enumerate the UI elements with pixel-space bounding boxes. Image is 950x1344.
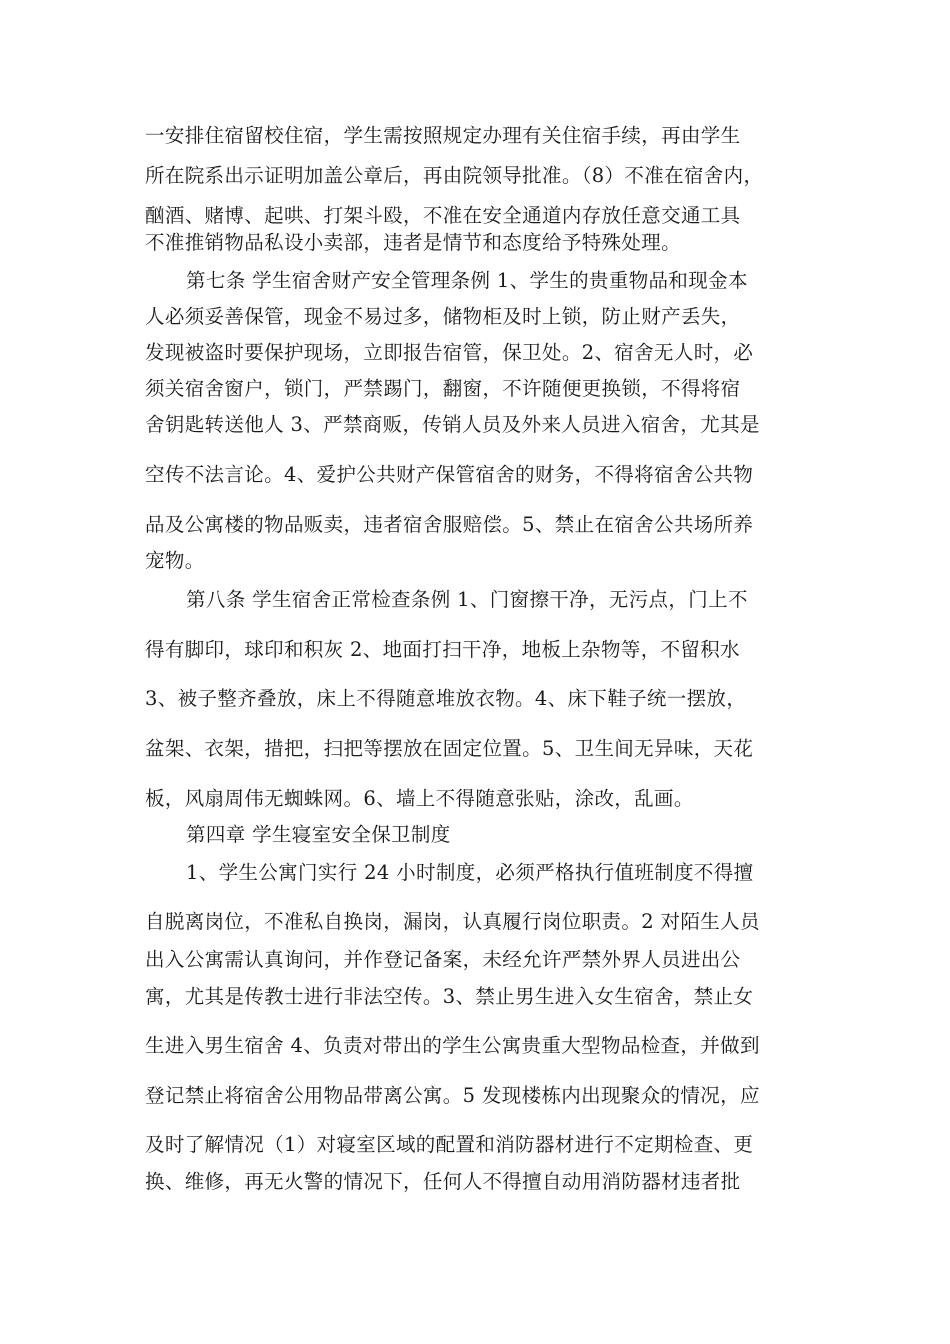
text-line: 盆架、衣架，措把，扫把等摆放在固定位置。5、卫生间无异味，天花 (145, 737, 754, 760)
text-line: 寓，尤其是传教士进行非法空传。3、禁止男生进入女生宿舍，禁止女 (145, 985, 754, 1008)
text-line: 不准推销物品私设小卖部，违者是情节和态度给予特殊处理。 (145, 231, 681, 254)
text-line: 换、维修，再无火警的情况下，任何人不得擅自动用消防器材违者批 (145, 1170, 741, 1193)
article-8-heading-line: 第八条 学生宿舍正常检查条例 1、门窗擦干净，无污点，门上不 (186, 588, 748, 611)
text-line: 空传不法言论。4、爱护公共财产保管宿舍的财务，不得将宿舍公共物 (145, 463, 754, 486)
text-line: 板，风扇周伟无蜘蛛网。6、墙上不得随意张贴，涂改，乱画。 (145, 787, 694, 810)
text-line: 发现被盗时要保护现场，立即报告宿管，保卫处。2、宿舍无人时，必 (145, 341, 754, 364)
text-line: 一安排住宿留校住宿，学生需按照规定办理有关住宿手续，再由学生 (145, 124, 741, 147)
text-line: 得有脚印，球印和积灰 2、地面打扫干净，地板上杂物等，不留积水 (145, 638, 740, 661)
text-line: 品及公寓楼的物品贩卖，违者宿舍服赔偿。5、禁止在宿舍公共场所养 (145, 513, 754, 536)
text-line: 生进入男生宿舍 4、负责对带出的学生公寓贵重大型物品检查，并做到 (145, 1034, 760, 1057)
text-line: 出入公寓需认真询问，并作登记备案，未经允许严禁外界人员进出公 (145, 948, 741, 971)
text-line: 登记禁止将宿舍公用物品带离公寓。5 发现楼栋内出现聚众的情况，应 (145, 1084, 760, 1107)
text-line: 人必须妥善保管，现金不易过多，储物柜及时上锁，防止财产丢失， (145, 305, 741, 328)
text-line: 酗酒、赌博、起哄、打架斗殴，不准在安全通道内存放任意交通工具 (145, 204, 741, 227)
text-line: 1、学生公寓门实行 24 小时制度，必须严格执行值班制度不得擅 (186, 861, 754, 884)
text-line: 3、被子整齐叠放，床上不得随意堆放衣物。4、床下鞋子统一摆放， (145, 687, 747, 710)
article-7-heading-line: 第七条 学生宿舍财产安全管理条例 1、学生的贵重物品和现金本 (186, 269, 748, 292)
text-line: 及时了解情况（1）对寝室区域的配置和消防器材进行不定期检查、更 (145, 1133, 754, 1156)
text-line: 宠物。 (145, 549, 205, 572)
text-line: 舍钥匙转送他人 3、严禁商贩，传销人员及外来人员进入宿舍，尤其是 (145, 413, 760, 436)
text-line: 须关宿舍窗户，锁门，严禁踢门，翻窗，不许随便更换锁，不得将宿 (145, 377, 741, 400)
chapter-4-title: 第四章 学生寝室安全保卫制度 (186, 823, 451, 846)
text-line: 所在院系出示证明加盖公章后，再由院领导批准。（8）不准在宿舍内， (145, 164, 764, 187)
text-line: 自脱离岗位，不准私自换岗，漏岗，认真履行岗位职责。2 对陌生人员 (145, 910, 760, 933)
